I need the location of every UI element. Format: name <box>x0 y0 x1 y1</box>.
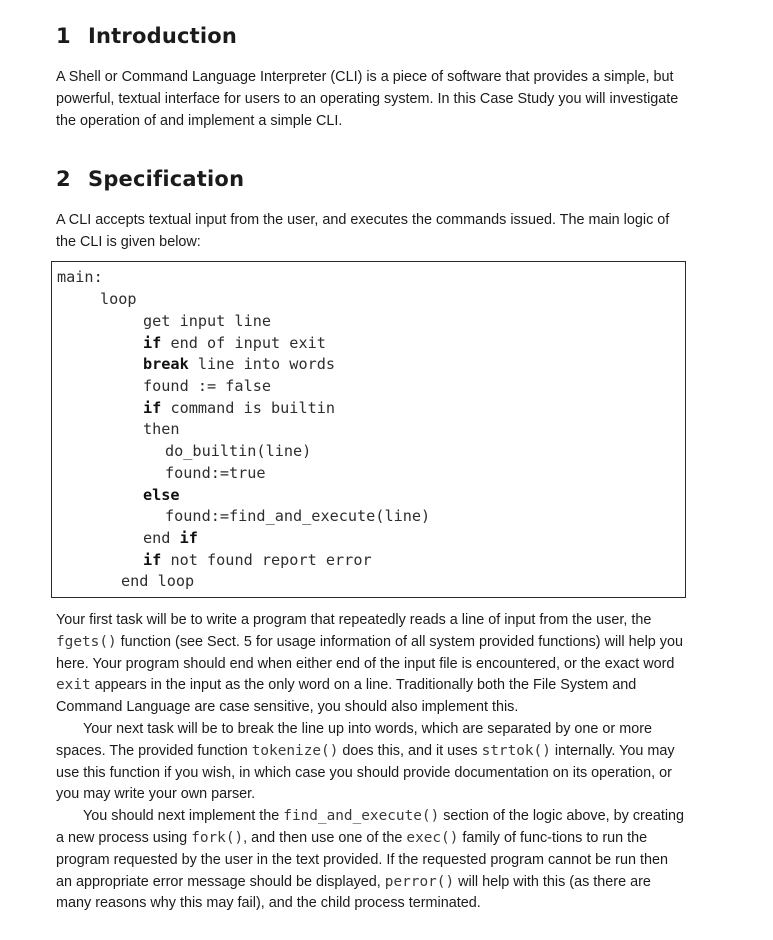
code-line: main: <box>57 268 103 286</box>
inline-code: tokenize() <box>251 742 339 759</box>
text-run: section of the logic above, by creating a new process using <box>56 808 685 846</box>
paragraph-find-execute <box>56 806 686 915</box>
code-line: do_builtin(line) <box>165 442 312 460</box>
inline-code: perror() <box>384 873 455 890</box>
text-run: , and then use one of the <box>243 829 407 846</box>
section-1-title: Introduction <box>88 24 238 48</box>
code-line <box>143 332 326 354</box>
code-line: get input line <box>143 312 272 330</box>
code-line: found:=find_and_execute(line) <box>165 507 431 525</box>
text-run: family of func-tions to run the program requested by the user in the text provided. If the requested program cannot be run then an appropriate error message should be displayed, <box>56 829 668 890</box>
spec-intro-text: A CLI accepts textual input from the user, and executes the commands issued. The main logic of the CLI is given below: <box>56 212 670 250</box>
text-run: internally. You may use this function if you wish, in which case you should provide documentation on its operation, or you may write your own parser. <box>56 742 675 803</box>
inline-code: find_and_execute() <box>283 808 440 825</box>
code-line <box>143 549 372 571</box>
code-line <box>143 484 180 506</box>
text-run: does this, and it uses <box>338 742 482 759</box>
code-text: end of input exit <box>161 334 326 352</box>
intro-text: A Shell or Command Language Interpreter (CLI) is a piece of software that provides a simple, but powerful, textual interface for users to an operating system. In this Case Study you will investigate the operation of and implement a simple CLI. <box>56 69 679 129</box>
code-text: end <box>143 529 180 547</box>
code-keyword: if <box>179 529 198 547</box>
code-text: command is builtin <box>161 399 336 417</box>
code-line: found:=true <box>165 464 266 482</box>
section-2-title: Specification <box>88 167 245 191</box>
text-run: Your first task will be to write a program that repeatedly reads a line of input from the user, the <box>56 612 652 628</box>
inline-code: exec() <box>406 829 459 846</box>
paragraph-first-task <box>56 610 686 719</box>
code-keyword: if <box>143 399 162 417</box>
section-2-number: 2 <box>56 167 71 191</box>
code-line <box>143 527 198 549</box>
text-run: Your next task will be to break the line up into words, which are separated by one or more spaces. The provided function <box>56 720 653 759</box>
section-1-number: 1 <box>56 24 71 48</box>
code-keyword: else <box>143 486 180 504</box>
section-1-paragraph <box>56 67 686 132</box>
text-run: You should next implement the <box>83 808 284 825</box>
text-run: function (see Sect. 5 for usage information of all system provided functions) will help you here. Your program should end when either end of the input file is encountered, or the exact word <box>56 633 683 672</box>
code-keyword: if <box>143 551 162 569</box>
paragraph-next-task <box>56 719 686 806</box>
code-line: end loop <box>121 572 195 590</box>
code-keyword: break <box>143 355 189 373</box>
code-text: line into words <box>188 355 336 373</box>
code-line: loop <box>100 290 137 308</box>
body-text <box>56 610 686 915</box>
inline-code: fgets() <box>56 633 117 650</box>
code-line <box>143 353 335 375</box>
text-run: will help with this (as there are many reasons why this may fail), and the child process terminated. <box>56 873 651 912</box>
section-2-intro <box>56 210 686 254</box>
code-line <box>143 397 335 419</box>
code-line: then <box>143 420 180 438</box>
section-2-heading <box>56 167 244 191</box>
pseudocode-box <box>51 261 686 598</box>
code-text: not found report error <box>161 551 372 569</box>
section-1-heading <box>56 24 237 48</box>
inline-code: strtok() <box>481 742 551 759</box>
inline-code: fork() <box>191 829 244 846</box>
code-line: found := false <box>143 377 272 395</box>
inline-code: exit <box>56 677 91 694</box>
code-keyword: if <box>143 334 162 352</box>
text-run: appears in the input as the only word on a line. Traditionally both the File System and Command Language are case sensitive, you should also implement this. <box>56 677 637 716</box>
